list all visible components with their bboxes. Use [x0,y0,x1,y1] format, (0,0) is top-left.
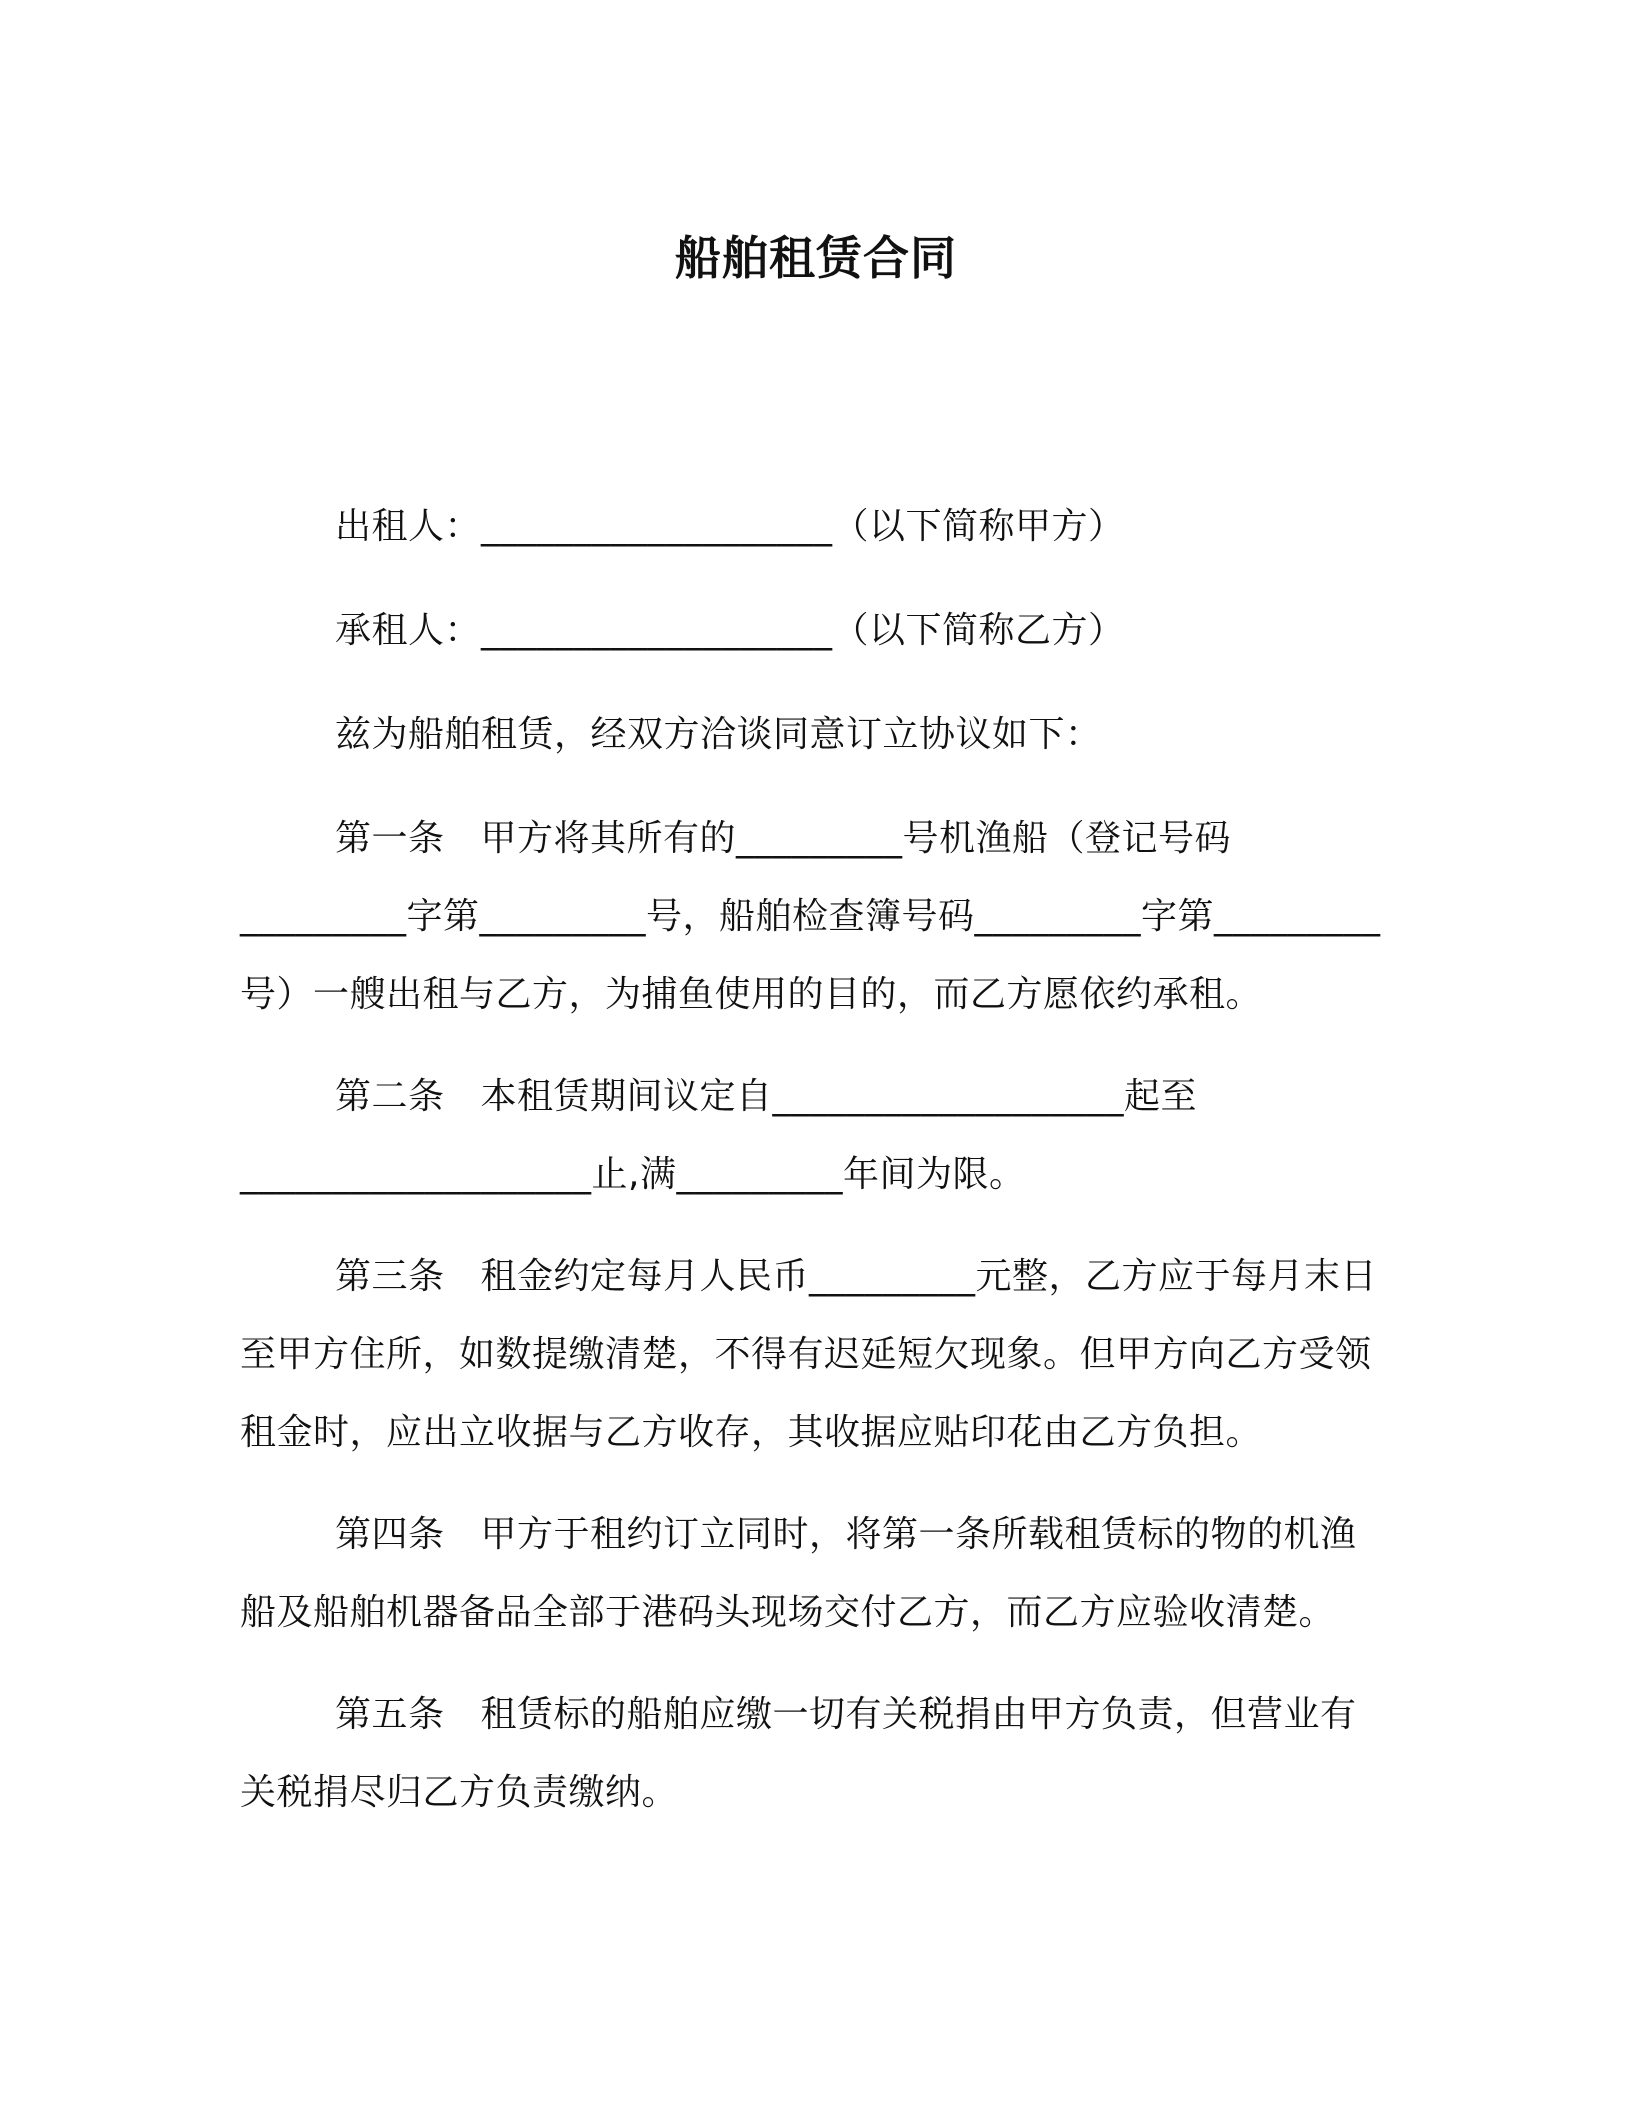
clause-1 [240,800,1392,1034]
document-body [240,488,1392,1856]
document-title: 船舶租赁合同 [675,231,957,285]
clause-text: 甲方于租约订立同时，将第一条所载租赁标的物的机渔船及船舶机器备品全部于港码头现场交付乙方，而乙方应验收清楚。 [240,1514,1357,1633]
clause-3 [240,1238,1392,1472]
clause-label: 第五条 [335,1694,445,1735]
clause-text: 本租赁期间议定自___________________起至___________________止,满_________年间为限。 [240,1076,1198,1195]
clause-label: 第三条 [335,1256,445,1297]
clause-4 [240,1496,1392,1652]
clause-2 [240,1058,1392,1214]
clause-label: 第四条 [335,1514,445,1555]
clause-label: 第一条 [335,818,445,859]
clause-text: 甲方将其所有的_________号机渔船（登记号码_________字第_________号，船舶检查簿号码_________字第_________号）一艘出租与乙方，为捕鱼使用的目的，而乙方愿依约承租。 [240,818,1381,1015]
lessor-line: 出租人：___________________（以下简称甲方） [335,506,1125,547]
clause-text: 租赁标的船舶应缴一切有关税捐由甲方负责，但营业有关税捐尽归乙方负责缴纳。 [240,1694,1357,1813]
intro-paragraph: 兹为船舶租赁，经双方洽谈同意订立协议如下： [335,714,1102,755]
clause-5 [240,1676,1392,1832]
clause-label: 第二条 [335,1076,445,1117]
lessee-line: 承租人：___________________（以下简称乙方） [335,610,1125,651]
clause-text: 租金约定每月人民币_________元整，乙方应于每月末日至甲方住所，如数提缴清楚，不得有迟延短欠现象。但甲方向乙方受领租金时，应出立收据与乙方收存，其收据应贴印花由乙方负担。 [240,1256,1378,1453]
